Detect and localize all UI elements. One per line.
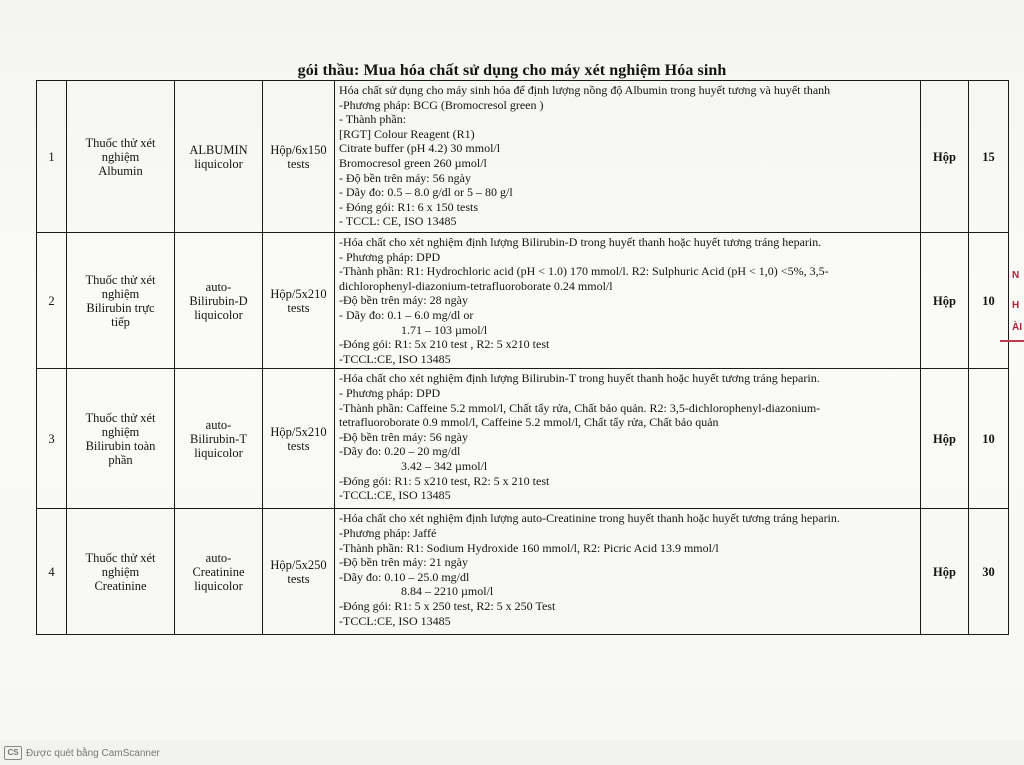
technical-spec-line: 8.84 – 2210 µmol/l <box>401 584 494 599</box>
unit: Hộp <box>921 81 969 233</box>
scanner-footer <box>4 746 160 760</box>
items-table <box>36 80 1009 635</box>
technical-spec-line: -Thành phần: R1: Sodium Hydroxide 160 mmol/l, R2: Picric Acid 13.9 mmol/l <box>339 540 719 555</box>
table-row <box>37 233 1009 369</box>
technical-spec-line: -Thành phần: R1: Hydrochloric acid (pH < 1.0) 170 mmol/l. R2: Sulphuric Acid (pH < 1,0) <5%, 3,5- <box>339 264 829 279</box>
table-row <box>37 509 1009 635</box>
item-name <box>67 509 175 635</box>
item-name-line: Thuốc thử xét <box>85 550 156 565</box>
product-name-line: auto- <box>205 417 232 432</box>
product-name-line: auto- <box>205 550 232 565</box>
edge-stamp-mark: N <box>1012 270 1020 281</box>
technical-spec <box>335 509 921 635</box>
technical-spec-line: -Thành phần: Caffeine 5.2 mmol/l, Chất tẩy rửa, Chất bảo quản. R2: 3,5-dichlorophenyl-diazonium- <box>339 400 821 415</box>
technical-spec-line: - Dãy đo: 0.1 – 6.0 mg/dl or <box>339 307 474 322</box>
quantity: 10 <box>969 233 1009 369</box>
packaging <box>263 81 335 233</box>
technical-spec-line: - Đóng gói: R1: 6 x 150 tests <box>339 199 479 214</box>
technical-spec-line: -Độ bền trên máy: 28 ngày <box>339 293 468 308</box>
technical-spec-line: -Phương pháp: BCG (Bromocresol green ) <box>339 97 544 112</box>
item-name-line: Thuốc thử xét <box>85 135 156 150</box>
technical-spec-line: -TCCL:CE, ISO 13485 <box>339 351 451 366</box>
packaging-line: tests <box>287 438 310 453</box>
technical-spec-line: Bromocresol green 260 µmol/l <box>339 155 487 170</box>
packaging-line: Hộp/5x210 <box>270 286 327 301</box>
product-name-line: Bilirubin-T <box>190 431 247 446</box>
product-name-line: liquicolor <box>194 156 243 171</box>
item-name <box>67 81 175 233</box>
technical-spec-line: dichlorophenyl-diazonium-tetrafluoroborate 0.24 mmol/l <box>339 278 613 293</box>
product-name-line: ALBUMIN <box>189 142 248 157</box>
product-name <box>175 233 263 369</box>
row-number: 2 <box>37 233 67 369</box>
quantity: 10 <box>969 369 1009 509</box>
product-name-line: Bilirubin-D <box>189 293 248 308</box>
technical-spec-line: -Đóng gói: R1: 5 x 250 test, R2: 5 x 250 Test <box>339 598 556 613</box>
item-name-line: Thuốc thử xét <box>85 410 156 425</box>
technical-spec-line: -Hóa chất cho xét nghiệm định lượng auto-Creatinine trong huyết thanh hoặc huyết tương tráng heparin. <box>339 511 840 526</box>
technical-spec-line: 3.42 – 342 µmol/l <box>401 458 488 473</box>
edge-stamp-mark: H <box>1012 300 1020 311</box>
camscanner-logo-icon: CS <box>4 746 22 760</box>
technical-spec-line: -Đóng gói: R1: 5 x210 test, R2: 5 x 210 test <box>339 473 550 488</box>
unit: Hộp <box>921 509 969 635</box>
product-name <box>175 509 263 635</box>
technical-spec-line: [RGT] Colour Reagent (R1) <box>339 126 475 141</box>
technical-spec-line: -Độ bền trên máy: 56 ngày <box>339 429 468 444</box>
product-name <box>175 369 263 509</box>
item-name-line: Bilirubin toàn <box>85 438 156 453</box>
technical-spec-line: -TCCL:CE, ISO 13485 <box>339 488 451 503</box>
item-name-line: Albumin <box>98 163 143 178</box>
technical-spec-line: -Độ bền trên máy: 21 ngày <box>339 555 468 570</box>
packaging <box>263 369 335 509</box>
technical-spec-line: - Phương pháp: DPD <box>339 385 441 400</box>
item-name-line: Thuốc thử xét <box>85 272 156 287</box>
technical-spec <box>335 233 921 369</box>
technical-spec-line: - Độ bền trên máy: 56 ngày <box>339 170 471 185</box>
technical-spec <box>335 369 921 509</box>
product-name-line: liquicolor <box>194 578 243 593</box>
packaging-line: Hộp/5x250 <box>270 557 327 572</box>
packaging <box>263 233 335 369</box>
edge-stamp-mark: ÀI <box>1012 322 1022 333</box>
technical-spec-line: -Hóa chất cho xét nghiệm định lượng Bilirubin-T trong huyết thanh hoặc huyết tương tráng heparin. <box>339 371 820 386</box>
item-name-line: tiếp <box>111 314 130 329</box>
packaging-line: tests <box>287 300 310 315</box>
item-name-line: Creatinine <box>94 578 147 593</box>
technical-spec-line: tetrafluoroborate 0.9 mmol/l, Caffeine 5.2 mmol/l, Chất tẩy rửa, Chất bảo quản <box>339 415 719 430</box>
item-name-line: Bilirubin trực <box>86 300 155 315</box>
item-name-line: phần <box>108 452 133 467</box>
technical-spec-line: - Thành phần: <box>339 112 407 127</box>
technical-spec-line: 1.71 – 103 µmol/l <box>401 322 488 337</box>
technical-spec-line: -Đóng gói: R1: 5x 210 test , R2: 5 x210 test <box>339 337 550 352</box>
table-row <box>37 369 1009 509</box>
item-name-line: nghiệm <box>101 149 140 164</box>
technical-spec-line: -TCCL:CE, ISO 13485 <box>339 613 451 628</box>
product-name-line: liquicolor <box>194 307 243 322</box>
technical-spec-line: Citrate buffer (pH 4.2) 30 mmol/l <box>339 141 501 156</box>
technical-spec-line: -Dãy đo: 0.20 – 20 mg/dl <box>339 444 461 459</box>
row-number: 4 <box>37 509 67 635</box>
technical-spec <box>335 81 921 233</box>
scanner-footer-text: Được quét bằng CamScanner <box>26 747 160 759</box>
item-name <box>67 369 175 509</box>
item-name-line: nghiệm <box>101 286 140 301</box>
item-name-line: nghiệm <box>101 564 140 579</box>
packaging-line: tests <box>287 156 310 171</box>
edge-stamp-line <box>1000 340 1024 342</box>
quantity: 15 <box>969 81 1009 233</box>
item-name <box>67 233 175 369</box>
page-title: gói thầu: Mua hóa chất sử dụng cho máy xét nghiệm Hóa sinh <box>297 62 727 79</box>
packaging-line: Hộp/5x210 <box>270 424 327 439</box>
technical-spec-line: -Dãy đo: 0.10 – 25.0 mg/dl <box>339 569 470 584</box>
packaging-line: tests <box>287 571 310 586</box>
technical-spec-line: -Phương pháp: Jaffé <box>339 525 437 540</box>
product-name-line: liquicolor <box>194 445 243 460</box>
row-number: 1 <box>37 81 67 233</box>
product-name <box>175 81 263 233</box>
technical-spec-line: - TCCL: CE, ISO 13485 <box>339 214 457 229</box>
packaging-line: Hộp/6x150 <box>270 142 327 157</box>
product-name-line: auto- <box>205 279 232 294</box>
packaging <box>263 509 335 635</box>
table-row <box>37 81 1009 233</box>
technical-spec-line: - Dãy đo: 0.5 – 8.0 g/dl or 5 – 80 g/l <box>339 185 513 200</box>
quantity: 30 <box>969 509 1009 635</box>
technical-spec-line: - Phương pháp: DPD <box>339 249 441 264</box>
item-name-line: nghiệm <box>101 424 140 439</box>
technical-spec-line: -Hóa chất cho xét nghiệm định lượng Bilirubin-D trong huyết thanh hoặc huyết tương tráng heparin. <box>339 235 822 249</box>
row-number: 3 <box>37 369 67 509</box>
unit: Hộp <box>921 233 969 369</box>
product-name-line: Creatinine <box>192 564 245 579</box>
unit: Hộp <box>921 369 969 509</box>
technical-spec-line: Hóa chất sử dụng cho máy sinh hóa để định lượng nồng độ Albumin trong huyết tương và huyết thanh <box>339 83 831 97</box>
